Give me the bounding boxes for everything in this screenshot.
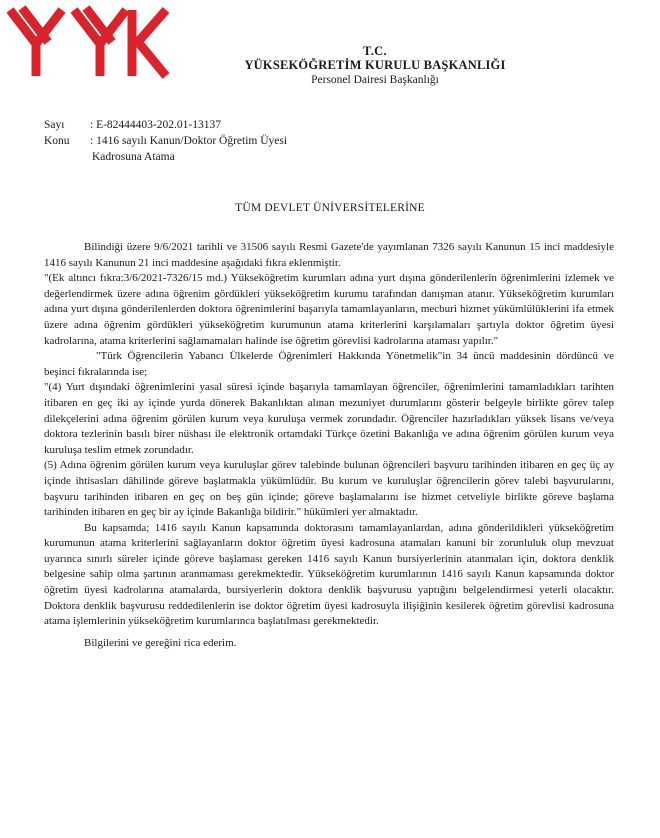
paragraph-scope: Bu kapsamda; 1416 sayılı Kanun kapsamında doktorasını tamamlayanlardan, adına gönderildikleri yükseköğretim kurumunun atama kriterlerini sağlayanların doktor öğretim üyesi kadrosuna atamaları kanuni bir zorunluluk olup mevzuat uyarınca sınırlı süreler içinde göreve başlaması gereken 1416 sayılı Kanun bursiyerlerinin atanmaları için, doktora denklik belgesine sahip olma şartının aranmaması gerekmektedir. Yükseköğretim kurumlarının 1416 sayılı Kanun kapsamında doktor öğretim üyesi kadrolarına atamalarda, bursiyerlerin doktora denklik başvurusu yaptığını belgelendirmesi yeterli olacaktır. Doktora denklik başvurusu reddedilenlerin ise doktor öğretim üyesi kadrosuyla ilişiğinin kesilerek öğretim görevlisi kadrosuna atama işlemlerinin yükseköğretim kurumlarınca başlatılması gerekmektedir. bbox=[44, 521, 614, 628]
paragraph-clause-5: (5) Adına öğrenim görülen kurum veya kuruluşlar görev talebinde bulunan öğrencileri başvuru tarihinden itibaren en geç üç ay içinde ihtisasları dâhilinde göreve başlatmakla yükümlüdür. Bu kurum ve kuruluşlar öğrencilerin görev talebi başvurularını, başvuru tarihinden itibaren en geç on beş gün içinde; göreve başlamalarını ise hizmet cetveliyle birlikte göreve başlama tarihinden itibaren en geç bir ay içinde Bakanlığa bildirir." hükümleri yer almaktadır. bbox=[44, 459, 614, 519]
paragraph-intro: Bilindiği üzere 9/6/2021 tarihli ve 31506 sayılı Resmi Gazete'de yayımlanan 7326 sayılı Kanunun 15 inci maddesiyle 1416 sayılı Kanunun 21 inci maddesine aşağıdaki fıkra eklenmiştir. bbox=[44, 241, 614, 269]
header-institution: YÜKSEKÖĞRETİM KURULU BAŞKANLIĞI bbox=[244, 58, 506, 72]
header-tc: T.C. bbox=[363, 44, 387, 58]
paragraph-quote-law: "(Ek altıncı fıkra:3/6/2021-7326/15 md.) Yükseköğretim kurumları adına yurt dışına gönderilenlerin öğrenimlerini izlemek ve değerlendirmek üzere adına öğrenim gördükleri yükseköğretim kurumu tarafından danışman atanır. Yükseköğretim kurumları adına yurt dışına gönderilenlerden doktora öğrenimlerini başarıyla tamamlayanların, mecburi hizmet yükümlülüklerini ifa etmek üzere adına öğrenim gördükleri yükseköğretim kurumunun atama kriterlerini karşılamaları şartıyla doktor öğretim üyesi kadrolarına, atama kriterlerini sağlamamaları halinde ise öğretim görevlisi kadrolarına ataması yapılır." bbox=[44, 272, 614, 347]
sayi-label: Sayı bbox=[44, 119, 65, 131]
konu-label: Konu bbox=[44, 135, 70, 147]
letter-body bbox=[44, 240, 614, 651]
konu-value: : 1416 sayılı Kanun/Doktor Öğretim Üyesi bbox=[90, 135, 288, 147]
paragraph-clause-4: "(4) Yurt dışındaki öğrenimlerini yasal süresi içinde başarıyla tamamlayan öğrenciler, öğrenimlerini tamamladıkları tarihten itibaren en geç iki ay içinde yurda dönerek Bakanlıktan alınan mezuniyet durumlarını gösterir belgeyle birlikte görev talep dilekçelerini adına öğrenim görülen kurum veya kuruluşa vermek zorundadır. Öğrenciler hazırladıkları yüksek lisans ve/veya doktora tezlerinin basılı birer nüshası ile elektronik ortamdaki Türkçe özetini Bakanlığa ve adına öğrenim görülen kurum veya kuruluşa teslim etmek zorundadır. bbox=[44, 381, 614, 456]
paragraph-regulation: "Türk Öğrencilerin Yabancı Ülkelerde Öğrenimleri Hakkında Yönetmelik"in 34 üncü maddesinin dördüncü ve beşinci fıkralarında ise; bbox=[44, 350, 614, 378]
sayi-value: : E-82444403-202.01-13137 bbox=[90, 119, 221, 131]
addressee: TÜM DEVLET ÜNİVERSİTELERİNE bbox=[235, 202, 425, 214]
header-department: Personel Dairesi Başkanlığı bbox=[311, 74, 439, 86]
paragraph-closing: Bilgilerini ve gereğini rica ederim. bbox=[84, 636, 237, 649]
konu-value-cont: Kadrosuna Atama bbox=[92, 151, 175, 163]
document-meta bbox=[44, 117, 287, 165]
yok-logo bbox=[6, 4, 174, 80]
yok-logo-icon bbox=[6, 4, 174, 80]
letterhead bbox=[150, 44, 600, 88]
